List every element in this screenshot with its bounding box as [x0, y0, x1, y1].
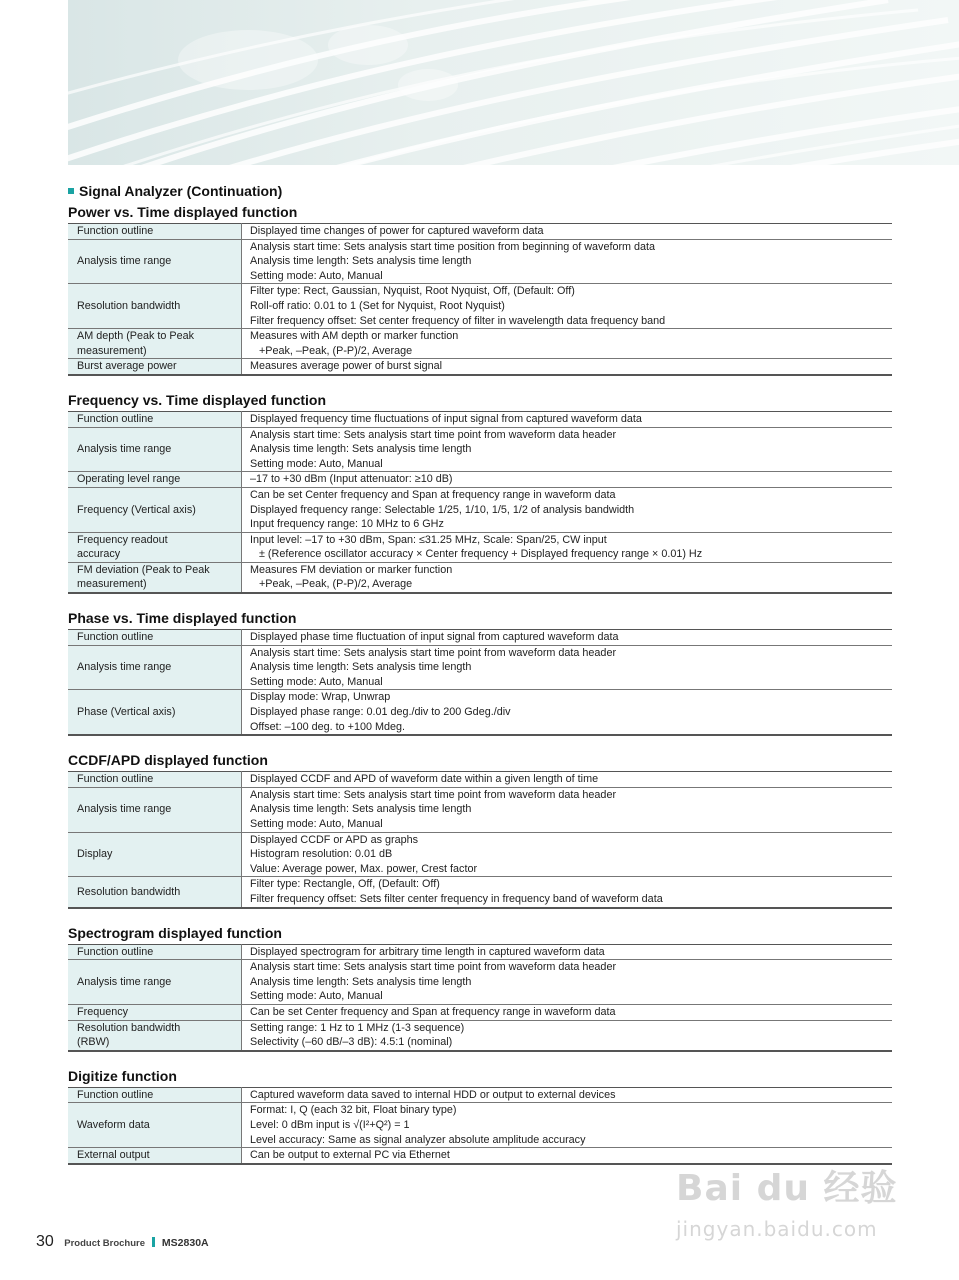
row-value-line: Analysis time length: Sets analysis time length	[250, 803, 472, 816]
row-label	[68, 645, 242, 690]
row-value	[242, 960, 893, 1005]
accent-bar	[152, 1237, 155, 1247]
table-row	[68, 832, 892, 877]
spec-table	[68, 771, 892, 908]
watermark-brand: Bai du 经验	[676, 1168, 898, 1209]
row-value-line: Can be output to external PC via Ethernet	[250, 1149, 450, 1162]
row-value-line: +Peak, –Peak, (P-P)/2, Average	[259, 344, 413, 357]
function-title: Frequency vs. Time displayed function	[68, 391, 327, 408]
row-label-line: Analysis time range	[77, 443, 172, 456]
spec-tables	[68, 204, 892, 1165]
row-value-line: Analysis time length: Sets analysis time length	[250, 975, 472, 988]
row-label	[68, 944, 242, 960]
row-value	[242, 224, 893, 240]
table-row	[68, 427, 892, 472]
section-heading	[68, 183, 892, 199]
header-banner	[68, 0, 959, 165]
table-row	[68, 411, 892, 427]
row-value-line: Displayed spectrogram for arbitrary time length in captured waveform data	[250, 945, 605, 958]
row-label	[68, 1103, 242, 1148]
function-title: Phase vs. Time displayed function	[68, 610, 297, 627]
row-value-line: Measures with AM depth or marker function	[250, 330, 459, 343]
function-title: Digitize function	[68, 1067, 177, 1084]
row-value-line: Analysis start time: Sets analysis start time point from waveform data header	[250, 961, 617, 974]
row-label	[68, 239, 242, 284]
row-value-line: Analysis start time: Sets analysis start time position from beginning of waveform data	[250, 240, 656, 253]
section-heading-text: Signal Analyzer (Continuation)	[79, 183, 283, 199]
square-bullet-icon	[68, 188, 74, 194]
row-value-line: Measures FM deviation or marker function	[250, 563, 453, 576]
row-label	[68, 1004, 242, 1020]
row-value-line: Filter type: Rect, Gaussian, Nyquist, Root Nyquist, Off, (Default: Off)	[250, 285, 575, 298]
row-value	[242, 1087, 893, 1103]
row-label-line: Analysis time range	[77, 661, 172, 674]
row-value-line: Input level: –17 to +30 dBm, Span: ≤31.25 MHz, Scale: Span/25, CW input	[250, 533, 607, 546]
table-row	[68, 532, 892, 562]
table-row	[68, 944, 892, 960]
row-label	[68, 329, 242, 359]
row-value-line: Analysis time length: Sets analysis time length	[250, 443, 472, 456]
function-title: Spectrogram displayed function	[68, 924, 282, 941]
page-footer	[36, 1233, 209, 1251]
table-row	[68, 562, 892, 593]
row-value-line: Displayed CCDF and APD of waveform date within a given length of time	[250, 773, 599, 786]
row-value-line: Setting range: 1 Hz to 1 MHz (1-3 sequence)	[250, 1021, 465, 1034]
row-value-line: Measures average power of burst signal	[250, 360, 443, 373]
spec-table	[68, 1087, 892, 1165]
baidu-watermark	[676, 1160, 916, 1255]
table-row	[68, 787, 892, 832]
brochure-label: Product Brochure	[64, 1238, 146, 1249]
row-label-line: measurement)	[77, 578, 147, 591]
row-value-line: Setting mode: Auto, Manual	[250, 675, 383, 688]
row-label-line: (RBW)	[77, 1036, 110, 1049]
row-value-line: Analysis start time: Sets analysis start time point from waveform data header	[250, 788, 617, 801]
function-title: CCDF/APD displayed function	[68, 752, 268, 769]
row-value-line: Displayed CCDF or APD as graphs	[250, 833, 419, 846]
row-value-line: Displayed phase time fluctuation of input signal from captured waveform data	[250, 631, 619, 644]
spec-table	[68, 629, 892, 736]
row-value-line: Displayed time changes of power for captured waveform data	[250, 225, 544, 237]
row-value-line: ± (Reference oscillator accuracy × Center frequency + Displayed frequency range × 0.01) Hz	[259, 548, 703, 561]
row-label	[68, 487, 242, 532]
row-value-line: Setting mode: Auto, Manual	[250, 818, 383, 830]
row-value	[242, 772, 893, 788]
row-value-line: Roll-off ratio: 0.01 to 1 (Set for Nyquist, Root Nyquist)	[250, 299, 505, 312]
row-label-line: External output	[77, 1149, 150, 1162]
spec-content	[68, 183, 892, 1181]
row-label	[68, 224, 242, 240]
row-value-line: Captured waveform data saved to internal HDD or output to external devices	[250, 1088, 616, 1101]
row-label-line: Analysis time range	[77, 803, 172, 816]
row-value	[242, 359, 893, 375]
row-label-line: Frequency readout	[77, 533, 168, 546]
table-row	[68, 1020, 892, 1051]
table-row	[68, 487, 892, 532]
row-value-line: Can be set Center frequency and Span at frequency range in waveform data	[250, 1005, 616, 1018]
row-value-line: Analysis start time: Sets analysis start time point from waveform data header	[250, 646, 617, 659]
row-label	[68, 1148, 242, 1164]
table-row	[68, 239, 892, 284]
row-label-line: Frequency (Vertical axis)	[77, 503, 196, 516]
row-label-line: Operating level range	[77, 473, 181, 486]
row-value	[242, 284, 893, 329]
row-label	[68, 787, 242, 832]
table-row	[68, 224, 892, 240]
row-label	[68, 532, 242, 562]
row-value-line: Setting mode: Auto, Manual	[250, 457, 383, 470]
row-label-line: Frequency	[77, 1005, 129, 1018]
row-label	[68, 411, 242, 427]
row-label-line: Function outline	[77, 773, 154, 786]
row-value	[242, 487, 893, 532]
row-value	[242, 329, 893, 359]
row-label-line: Function outline	[77, 631, 154, 644]
row-label-line: Resolution bandwidth	[77, 299, 181, 312]
row-value	[242, 1004, 893, 1020]
row-label	[68, 562, 242, 593]
row-label-line: Function outline	[77, 1088, 154, 1101]
row-label-line: Burst average power	[77, 360, 177, 373]
row-value-line: Setting mode: Auto, Manual	[250, 269, 383, 282]
row-value-line: Filter type: Rectangle, Off, (Default: Off)	[250, 878, 440, 891]
row-label	[68, 832, 242, 877]
row-label	[68, 284, 242, 329]
row-value-line: +Peak, –Peak, (P-P)/2, Average	[259, 578, 413, 591]
row-value-line: Displayed phase range: 0.01 deg./div to 200 Gdeg./div	[250, 706, 511, 719]
spec-table	[68, 411, 892, 594]
row-label	[68, 1020, 242, 1051]
row-label-line: Analysis time range	[77, 255, 172, 268]
function-title: Power vs. Time displayed function	[68, 204, 298, 220]
row-value-line: Filter frequency offset: Sets filter center frequency in frequency band of waveform data	[250, 892, 663, 905]
row-label-line: Resolution bandwidth	[77, 1021, 181, 1034]
row-label-line: Resolution bandwidth	[77, 885, 181, 898]
row-label-line: Waveform data	[77, 1118, 150, 1131]
row-value-line: Analysis time length: Sets analysis time length	[250, 255, 472, 268]
row-value	[242, 411, 893, 427]
table-row	[68, 877, 892, 908]
row-value-line: Display mode: Wrap, Unwrap	[250, 691, 391, 704]
row-value	[242, 1020, 893, 1051]
row-label-line: accuracy	[77, 548, 121, 561]
table-row	[68, 630, 892, 646]
row-label	[68, 877, 242, 908]
row-value	[242, 877, 893, 908]
row-value	[242, 645, 893, 690]
table-row	[68, 960, 892, 1005]
row-value-line: Analysis time length: Sets analysis time length	[250, 661, 472, 674]
row-label	[68, 472, 242, 488]
row-value-line: Format: I, Q (each 32 bit, Float binary type)	[250, 1104, 457, 1117]
row-value-line: –17 to +30 dBm (Input attenuator: ≥10 dB)	[250, 473, 453, 486]
table-row	[68, 1004, 892, 1020]
row-value-line: Displayed frequency range: Selectable 1/25, 1/10, 1/5, 1/2 of analysis bandwidth	[250, 503, 635, 516]
watermark-url: jingyan.baidu.com	[676, 1217, 878, 1241]
page-number: 30	[36, 1233, 54, 1250]
table-row	[68, 690, 892, 735]
row-label-line: AM depth (Peak to Peak	[77, 330, 195, 343]
row-value-line: Filter frequency offset: Set center frequency of filter in wavelength data frequency band	[250, 314, 666, 327]
table-row	[68, 284, 892, 329]
row-label	[68, 427, 242, 472]
table-row	[68, 472, 892, 488]
spec-table	[68, 944, 892, 1052]
row-value	[242, 690, 893, 735]
row-value	[242, 532, 893, 562]
row-label-line: FM deviation (Peak to Peak	[77, 563, 210, 576]
row-value-line: Value: Average power, Max. power, Crest factor	[250, 862, 478, 875]
row-value	[242, 832, 893, 877]
row-value	[242, 630, 893, 646]
row-label-line: Display	[77, 848, 113, 861]
table-row	[68, 645, 892, 690]
row-value-line: Level accuracy: Same as signal analyzer absolute amplitude accuracy	[250, 1133, 586, 1146]
row-value-line: Offset: –100 deg. to +100 Mdeg.	[250, 720, 405, 733]
row-label	[68, 1087, 242, 1103]
row-label-line: measurement)	[77, 344, 147, 357]
row-value-line: Selectivity (–60 dB/–3 dB): 4.5:1 (nominal)	[250, 1036, 453, 1049]
row-value-line: Histogram resolution: 0.01 dB	[250, 848, 393, 861]
row-value	[242, 427, 893, 472]
table-row	[68, 329, 892, 359]
table-row	[68, 1087, 892, 1103]
row-value-line: Can be set Center frequency and Span at frequency range in waveform data	[250, 488, 616, 501]
row-value	[242, 472, 893, 488]
row-value-line: Input frequency range: 10 MHz to 6 GHz	[250, 518, 444, 531]
row-value	[242, 562, 893, 593]
table-row	[68, 359, 892, 375]
row-value-line: Displayed frequency time fluctuations of input signal from captured waveform data	[250, 412, 642, 425]
row-label-line: Function outline	[77, 412, 154, 425]
row-label-line: Function outline	[77, 945, 154, 958]
row-value	[242, 1103, 893, 1148]
table-row	[68, 772, 892, 788]
row-label-line: Function outline	[77, 225, 154, 237]
row-label	[68, 359, 242, 375]
spec-table	[68, 223, 892, 376]
row-label	[68, 960, 242, 1005]
row-value-line: Analysis start time: Sets analysis start time point from waveform data header	[250, 428, 617, 441]
model-name: MS2830A	[161, 1237, 209, 1249]
row-label	[68, 772, 242, 788]
row-value	[242, 944, 893, 960]
row-label	[68, 630, 242, 646]
row-value-line: Setting mode: Auto, Manual	[250, 990, 383, 1003]
table-row	[68, 1103, 892, 1148]
wave-lines-graphic	[68, 0, 959, 165]
row-value	[242, 787, 893, 832]
row-label-line: Phase (Vertical axis)	[77, 706, 176, 719]
row-label-line: Analysis time range	[77, 975, 172, 988]
row-value	[242, 239, 893, 284]
row-value-line: Level: 0 dBm input is √(I²+Q²) = 1	[250, 1118, 410, 1131]
row-label	[68, 690, 242, 735]
